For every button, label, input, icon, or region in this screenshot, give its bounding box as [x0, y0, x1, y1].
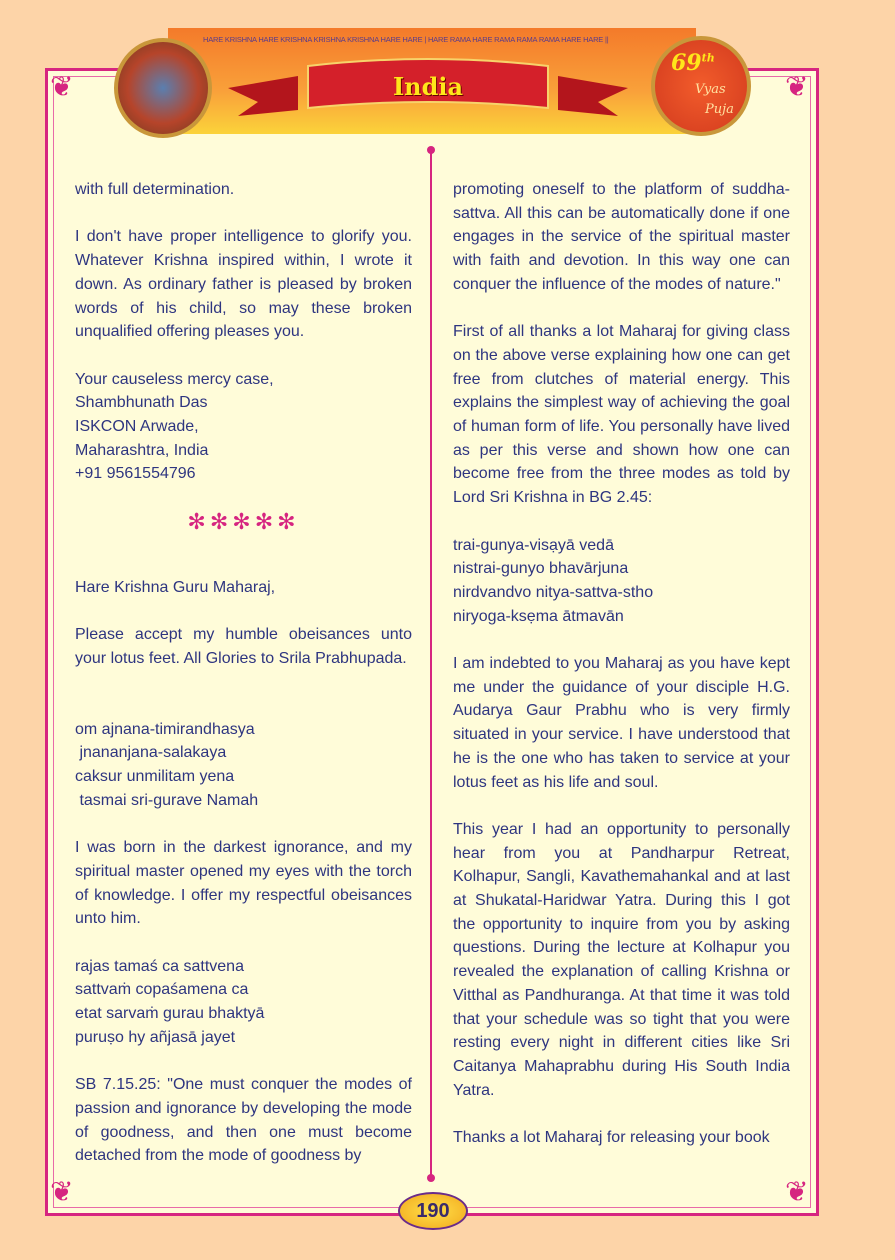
paragraph: Thanks a lot Maharaj for releasing your book	[453, 1129, 770, 1147]
mantra-text: HARE KRISHNA HARE KRISHNA KRISHNA KRISHNA HARE HARE | HARE RAMA HARE RAMA RAMA RAMA HARE HARE ||	[203, 35, 609, 44]
section-title: India	[392, 72, 464, 101]
signature-line: Maharashtra, India	[75, 441, 209, 459]
badge-sup: th	[701, 51, 715, 65]
verse-line: tasmai sri-gurave Namah	[75, 791, 259, 809]
paragraph: promoting oneself to the platform of suddha-sattva. All this can be automatically done if one engages in the service of the spiritual master with faith and devotion. In this way one can conquer the influence of the modes of nature."	[453, 181, 790, 293]
paragraph: Please accept my humble obeisances unto your lotus feet. All Glories to Srila Prabhupada.	[75, 625, 412, 667]
header-banner	[168, 28, 696, 134]
verse-line: caksur unmilitam yena	[75, 768, 235, 786]
verse-line: om ajnana-timirandhasya	[75, 720, 255, 738]
corner-ornament: ❦	[785, 71, 809, 102]
verse-line: trai-gunya-visạyā vedā	[453, 536, 614, 554]
verse-line: nistrai-gunyo bhavārjuna	[453, 560, 629, 578]
badge-number: 69	[671, 50, 702, 76]
verse-line: etat sarvaṁ gurau bhaktyā	[75, 1005, 265, 1023]
paragraph: with full determination.	[75, 181, 235, 198]
verse-line: jnananjana-salakaya	[75, 744, 227, 762]
verse-line: sattvaṁ copaśamena ca	[75, 981, 249, 999]
paragraph: I was born in the darkest ignorance, and my spiritual master opened my eyes with the torch of knowledge. I offer my respectful obeisances unto him.	[75, 839, 412, 928]
verse-line: rajas tamaś ca sattvena	[75, 957, 244, 975]
corner-ornament: ❦	[50, 71, 74, 102]
badge-puja: Puja	[705, 102, 734, 117]
paragraph: This year I had an opportunity to personally hear from you at Pandharpur Retreat, Kolhapur, Sangli, Kavathemahankal and at last at Shukatal-Haridwar Yatra. During this I got the opportunity to inquire from you by asking questions. During the lecture at Kolhapur you revealed the explanation of calling Krishna or Vitthal as Pandhuranga. At that time it was told that your schedule was so tight that you were resting every night in different cities like Sri Caitanya Mahaprabhu during His South India Yatra.	[453, 820, 790, 1099]
verse-line: nirdvandvo nitya-sattva-stho	[453, 583, 654, 601]
salutation: Hare Krishna Guru Maharaj,	[75, 578, 276, 596]
verse	[75, 694, 412, 813]
paragraph: First of all thanks a lot Maharaj for giving class on the above verse explaining how one can get free from clutches of material energy. This explains the simplest way of achieving the goal of human form of life. You personally have lived as per this verse and shown how one can become free from the three modes as told by Lord Sri Krishna in BG 2.45:	[453, 323, 790, 507]
signature-line: +91 9561554796	[75, 465, 196, 483]
signature-line: Your causeless mercy case,	[75, 370, 274, 388]
verse	[75, 955, 412, 1050]
paragraph: SB 7.15.25: "One must conquer the modes of passion and ignorance by developing the mode of goodness, and then one must become detached from the mode of goodness by	[75, 1076, 412, 1165]
separator-stars: ✻✻✻✻✻	[187, 508, 300, 534]
right-column	[453, 178, 790, 1173]
corner-ornament: ❦	[785, 1176, 809, 1207]
verse-line: puruṣo hy añjasā jayet	[75, 1028, 236, 1046]
paragraph: I am indebted to you Maharaj as you have kept me under the guidance of your disciple H.G. Audarya Gaur Prabhu who is very firmly situated in your service. I have understood that he is the one who has taken to service at your lotus feet as his life and soul.	[453, 655, 790, 791]
verse-line: niryoga-ksẹma ātmavān	[453, 607, 624, 625]
signature-line: ISKCON Arwade,	[75, 418, 199, 435]
corner-ornament: ❦	[50, 1176, 74, 1207]
deity-photo-medallion	[114, 38, 212, 138]
column-divider	[430, 150, 432, 1178]
ribbon	[228, 58, 628, 120]
badge-vyas: Vyas	[695, 82, 726, 97]
verse	[453, 534, 790, 629]
page-number: 190	[398, 1192, 468, 1230]
paragraph: I don't have proper intelligence to glorify you. Whatever Krishna inspired within, I wrote it down. As ordinary father is pleased by broken words of his child, so may these broken unqualified offering pleases you.	[75, 228, 412, 341]
signature-line: Shambhunath Das	[75, 394, 208, 412]
vyas-puja-badge	[651, 36, 751, 136]
signature	[75, 368, 412, 487]
left-column	[75, 178, 412, 1192]
